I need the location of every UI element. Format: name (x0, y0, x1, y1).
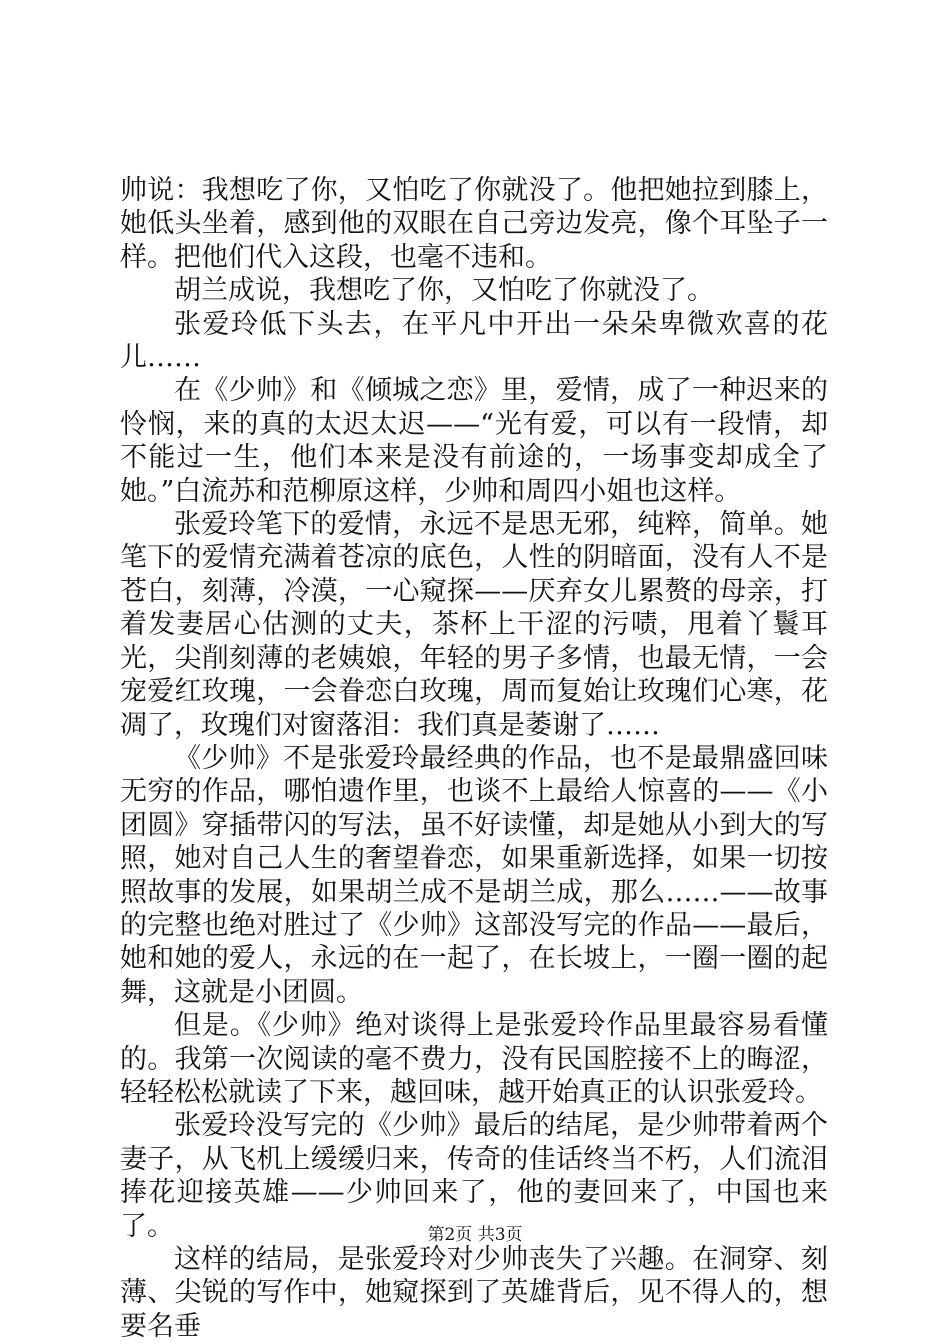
paragraph-3: 张爱玲低下头去，在平凡中开出一朵朵卑微欢喜的花儿…… (120, 308, 828, 374)
paragraph-1: 帅说：我想吃了你，又怕吃了你就没了。他把她拉到膝上，她低头坐着，感到他的双眼在自己旁边发亮，像个耳坠子一样。把他们代入这段，也毫不违和。 (120, 175, 828, 273)
paragraph-2: 胡兰成说，我想吃了你，又怕吃了你就没了。 (174, 275, 714, 307)
paragraph-6: 《少帅》不是张爱玲最经典的作品，也不是最鼎盛回味无穷的作品，哪怕遗作里，也谈不上最给人惊喜的——《小团圆》穿插带闪的写法，虽不好读懂，却是她从小到大的写照，她对自己人生的奢望眷恋，如果重新选择，如果一切按照故事的发展，如果胡兰成不是胡兰成，那么……——故事的完整也绝对胜过了《少帅》这部没写完的作品——最后，她和她的爱人，永远的在一起了，在长坡上，一圈一圈的起舞，这就是小团圆。 (120, 742, 828, 1008)
document-body (120, 174, 828, 1343)
paragraph-4: 在《少帅》和《倾城之恋》里，爱情，成了一种迟来的怜悯，来的真的太迟太迟——“光有爱，可以有一段情，却不能过一生，他们本来是没有前途的，一场事变却成全了她。”白流苏和范柳原这样，少帅和周四小姐也这样。 (120, 375, 828, 507)
paragraph-8: 张爱玲没写完的《少帅》最后的结尾，是少帅带着两个妻子，从飞机上缓缓归来，传奇的佳话终当不朽，人们流泪捧花迎接英雄——少帅回来了，他的妻回来了，中国也来了。 (120, 1110, 828, 1242)
paragraph-5: 张爱玲笔下的爱情，永远不是思无邪，纯粹，简单。她笔下的爱情充满着苍凉的底色，人性的阴暗面，没有人不是苍白，刻薄，冷漠，一心窥探——厌弃女儿累赘的母亲，打着发妻居心估测的丈夫，茶杯上干涩的污啧，甩着丫鬟耳光，尖削刻薄的老姨娘，年轻的男子多情，也最无情，一会宠爱红玫瑰，一会眷恋白玫瑰，周而复始让玫瑰们心寒，花凋了，玫瑰们对窗落泪：我们真是萎谢了…… (120, 509, 828, 741)
paragraph-9: 这样的结局，是张爱玲对少帅丧失了兴趣。在洞穿、刻薄、尖锐的写作中，她窥探到了英雄背后，见不得人的，想要名垂 (120, 1244, 828, 1342)
page-footer: 第2页 共3页 (427, 1225, 523, 1245)
paragraph-7: 但是。《少帅》绝对谈得上是张爱玲作品里最容易看懂的。我第一次阅读的毫不费力，没有民国腔接不上的晦涩，轻轻松松就读了下来，越回味，越开始真正的认识张爱玲。 (120, 1010, 828, 1108)
